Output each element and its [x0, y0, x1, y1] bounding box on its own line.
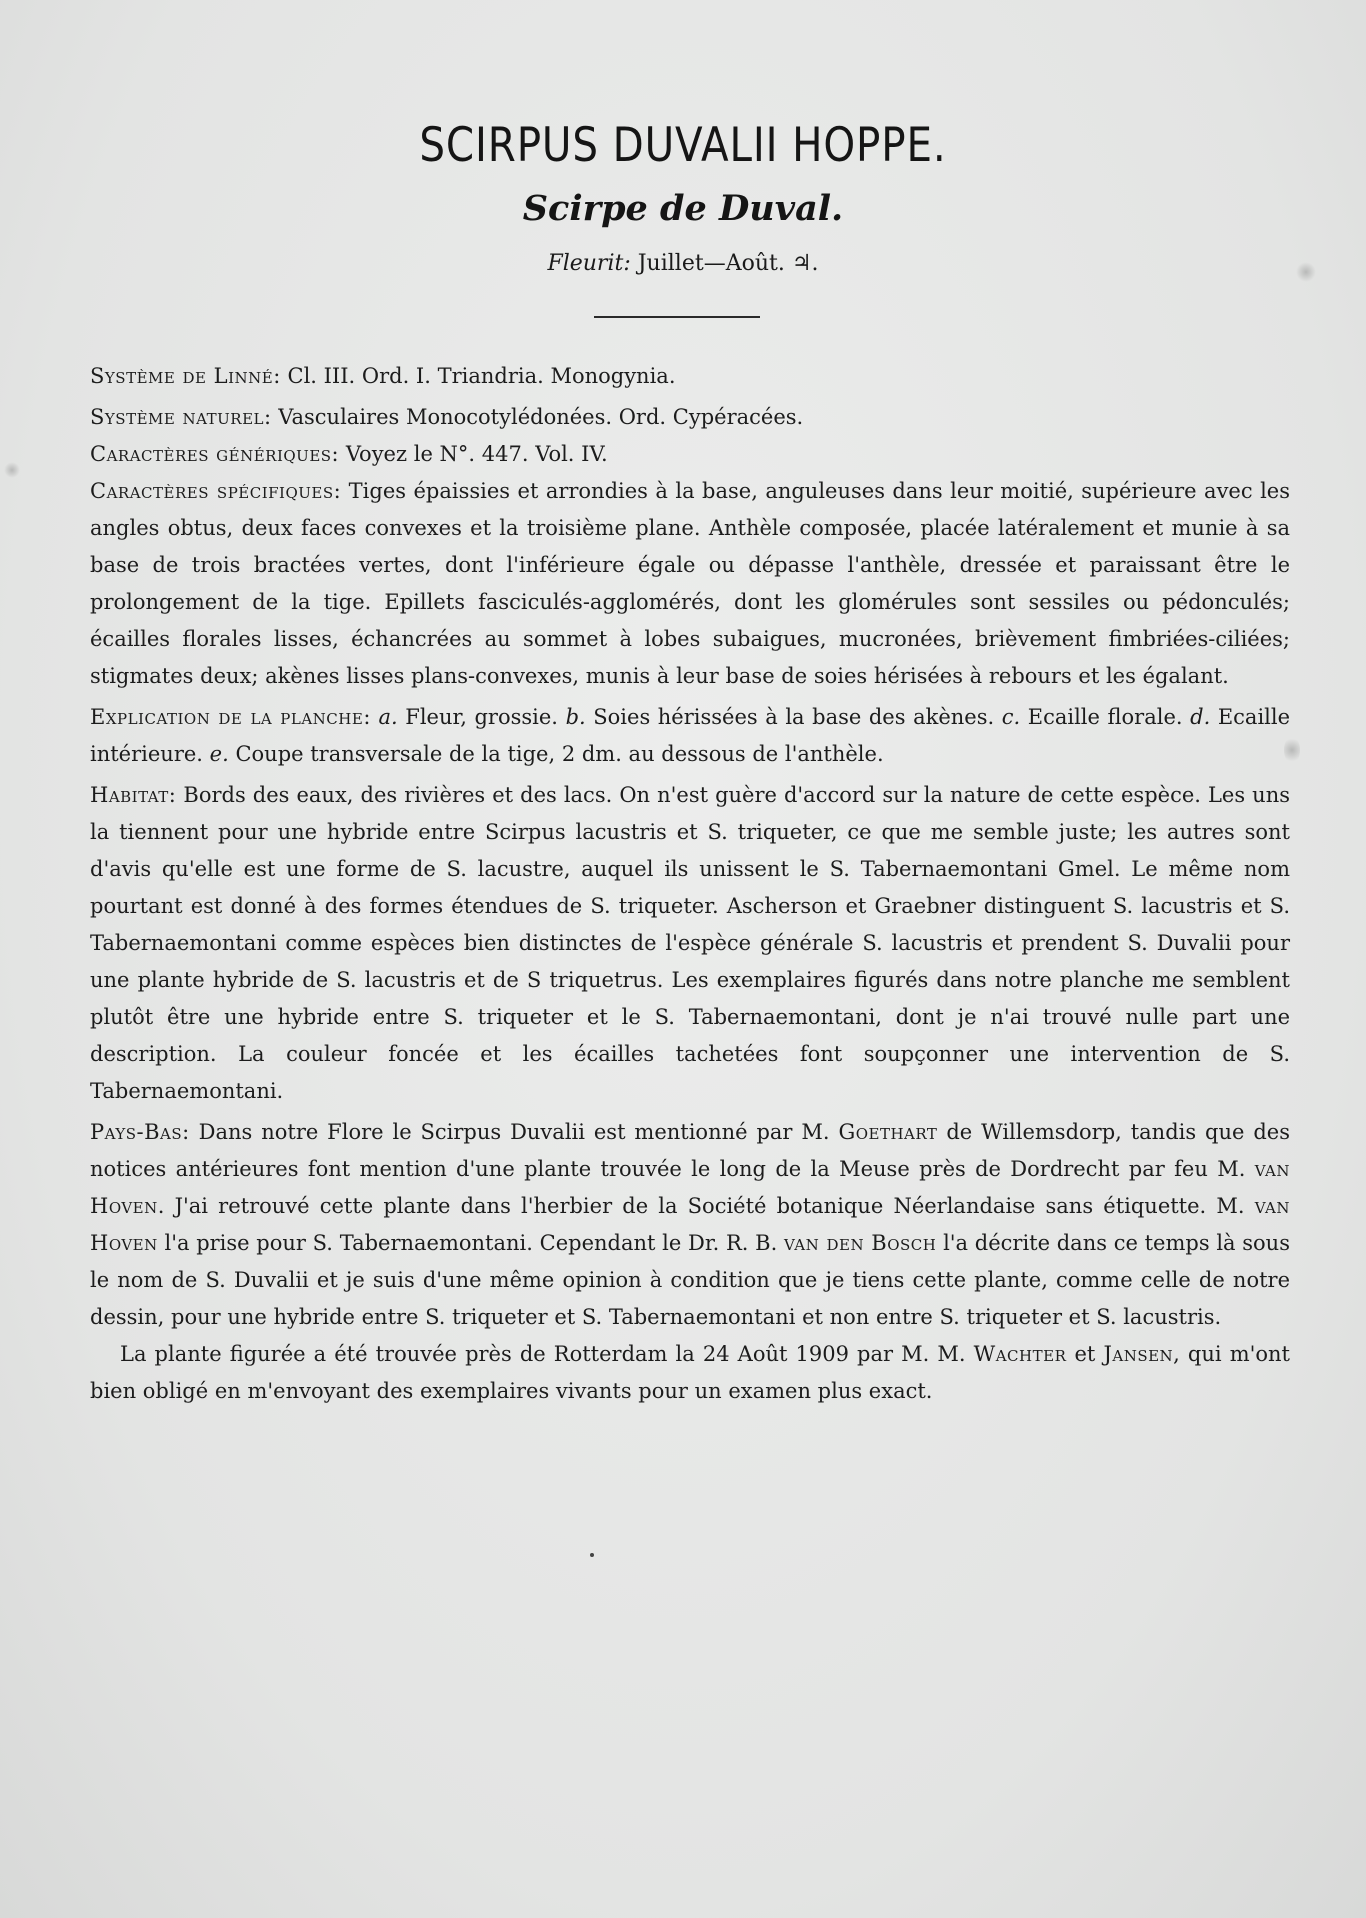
flowering-line	[0, 251, 1366, 276]
section-generiques	[90, 436, 1290, 473]
title-divider	[594, 316, 760, 318]
person-name: Wachter	[973, 1342, 1067, 1366]
section-explication	[90, 699, 1290, 773]
figure-text-b: Soies hérissées à la base des akènes.	[593, 705, 995, 729]
figure-letter-c: c.	[1001, 705, 1021, 729]
section-label: Caractères spécifiques:	[90, 479, 342, 503]
paper-stain	[4, 462, 20, 478]
section-label: Système de Linné:	[90, 364, 281, 388]
figure-letter-a: a.	[378, 705, 398, 729]
person-name: van den Bosch	[783, 1231, 937, 1255]
figure-letter-e: e.	[209, 742, 229, 766]
section-text: Cl. III. Ord. I. Triandria. Monogynia.	[287, 364, 676, 388]
person-name: Goethart	[838, 1120, 938, 1144]
figure-text-e: Coupe transversale de la tige, 2 dm. au dessous de l'anthèle.	[235, 742, 884, 766]
section-text: , qui m'ont bien obligé en m'envoyant des exemplaires vivants pour un examen plus exact.	[90, 1342, 1290, 1403]
section-text: . J'ai retrouvé cette plante dans l'herbier de la Société botanique Néerlandaise sans étiquette. M.	[157, 1194, 1245, 1218]
figure-text-a: Fleur, grossie.	[405, 705, 558, 729]
document-body	[90, 358, 1290, 1410]
section-label: Habitat:	[90, 783, 177, 807]
section-text: Voyez le N°. 447. Vol. IV.	[345, 442, 608, 466]
section-text: La plante figurée a été trouvée près de Rotterdam la 24 Août 1909 par M. M.	[120, 1342, 966, 1366]
section-text: Tiges épaissies et arrondies à la base, anguleuses dans leur moitié, supérieure avec les angles obtus, deux faces convexes et la troisième plane. Anthèle composée, placée latéralement et munie à sa base de trois bractées vertes, dont l'inférieure égale ou dépasse l'anthèle, dressée et paraissant être le prolongement de la tige. Epillets fasciculés-agglomérés, dont les glomérules sont sessiles ou pédonculés; écailles florales lisses, échancrées au sommet à lobes subaigues, mucronées, brièvement fimbriées-ciliées; stigmates deux; akènes lisses plans-convexes, munis à leur base de soies hérisées à rebours et les égalant.	[90, 479, 1290, 688]
page-subtitle: Scirpe de Duval.	[522, 188, 844, 229]
section-text: Dans notre Flore le Scirpus Duvalii est mentionné par M.	[198, 1120, 830, 1144]
section-specifiques	[90, 473, 1290, 695]
figure-text-d: Ecaille intérieure.	[90, 705, 1291, 766]
section-label: Système naturel:	[90, 405, 272, 429]
section-text: Bords des eaux, des rivières et des lacs. On n'est guère d'accord sur la nature de cette espèce. Les uns la tiennent pour une hybride entre Scirpus lacustris et S. triqueter, ce que me semble juste; les autres sont d'avis qu'elle est une forme de S. lacustre, auquel ils unissent le S. Tabernaemontani Gmel. Le même nom pourtant est donné à des formes étendues de S. triqueter. Ascherson et Graebner distinguent S. lacustris et S. Tabernaemontani comme espèces bien distinctes de l'espèce générale S. lacustris et prendent S. Duvalii pour une plante hybride de S. lacustris et de S triquetrus. Les exemplaires figurés dans notre planche me semblent plutôt être une hybride entre S. triqueter et le S. Tabernaemontani, dont je n'ai trouvé nulle part une description. La couleur foncée et les écailles tachetées font soupçonner une intervention de S. Tabernaemontani.	[90, 783, 1290, 1103]
figure-letter-d: d.	[1190, 705, 1211, 729]
flowering-label: Fleurit:	[547, 251, 631, 276]
stray-mark	[590, 1553, 594, 1557]
section-habitat	[90, 777, 1290, 1110]
person-name: Jansen	[1103, 1342, 1174, 1366]
flowering-value: Juillet—Août. ♃.	[637, 251, 819, 276]
person-name: van Hoven	[90, 1194, 1290, 1255]
section-paysbas	[90, 1114, 1290, 1336]
section-text: et	[1074, 1342, 1096, 1366]
figure-text-c: Ecaille florale.	[1027, 705, 1183, 729]
page-title: SCIRPUS DUVALII HOPPE.	[419, 118, 947, 173]
section-text: de Willemsdorp, tandis que des notices antérieures font mention d'une plante trouvée le long de la Meuse près de Dordrecht par feu M.	[90, 1120, 1290, 1181]
section-linne	[90, 358, 1290, 395]
section-text: l'a décrite dans ce temps là sous le nom de S. Duvalii et je suis d'une même opinion à condition que je tiens cette plante, comme celle de notre dessin, pour une hybride entre S. triqueter et S. Tabernaemontani et non entre S. triqueter et S. lacustris.	[90, 1231, 1290, 1329]
section-naturel	[90, 399, 1290, 436]
section-final	[90, 1336, 1290, 1410]
section-label: Pays-Bas:	[90, 1120, 190, 1144]
section-label: Caractères génériques:	[90, 442, 340, 466]
figure-letter-b: b.	[565, 705, 586, 729]
section-label: Explication de la planche:	[90, 705, 371, 729]
section-text: l'a prise pour S. Tabernaemontani. Cependant le Dr. R. B.	[164, 1231, 778, 1255]
section-text: Vasculaires Monocotylédonées. Ord. Cypéracées.	[278, 405, 804, 429]
person-name: van Hoven	[90, 1157, 1290, 1218]
